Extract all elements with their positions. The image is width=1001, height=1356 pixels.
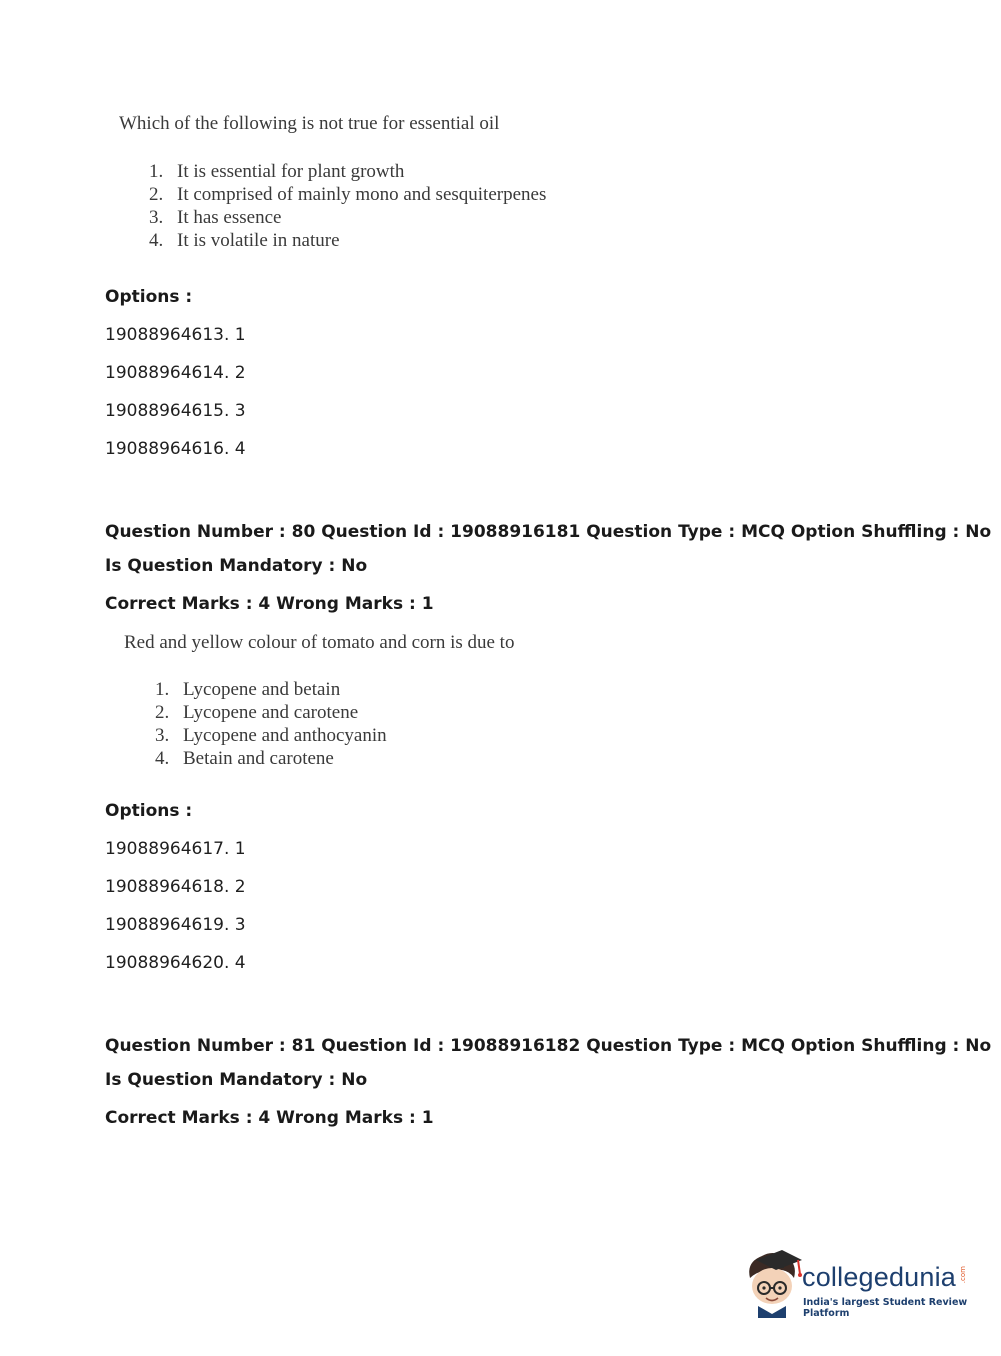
choice-item: 3. It has essence	[149, 207, 282, 228]
question-header: Question Number : 80 Question Id : 19088916181 Question Type : MCQ Option Shuffling : No	[105, 522, 992, 542]
collegedunia-logo[interactable]	[742, 1248, 972, 1320]
option-item: 19088964619. 3	[105, 915, 246, 935]
option-item: 19088964615. 3	[105, 401, 246, 421]
choice-item: 1. It is essential for plant growth	[149, 161, 405, 182]
choice-item: 1. Lycopene and betain	[155, 679, 341, 700]
choice-item: 4. Betain and carotene	[155, 748, 334, 769]
logo-tagline: India's largest Student Review Platform	[803, 1297, 968, 1319]
choice-item: 2. It comprised of mainly mono and sesquiterpenes	[149, 184, 547, 205]
option-item: 19088964614. 2	[105, 363, 246, 383]
mascot-icon	[742, 1248, 804, 1320]
question-stem: Red and yellow colour of tomato and corn is due to	[124, 632, 515, 653]
question-header: Question Number : 81 Question Id : 19088916182 Question Type : MCQ Option Shuffling : No	[105, 1036, 992, 1056]
choice-item: 4. It is volatile in nature	[149, 230, 340, 251]
logo-wordmark: collegedunia	[802, 1262, 957, 1292]
choice-item: 2. Lycopene and carotene	[155, 702, 359, 723]
answer-choices	[155, 678, 387, 770]
question-marks: Correct Marks : 4 Wrong Marks : 1	[105, 1108, 434, 1128]
option-item: 19088964616. 4	[105, 439, 246, 459]
options-label: Options :	[105, 287, 193, 307]
choice-item: 3. Lycopene and anthocyanin	[155, 725, 387, 746]
option-item: 19088964618. 2	[105, 877, 246, 897]
option-item: 19088964613. 1	[105, 325, 246, 345]
question-mandatory: Is Question Mandatory : No	[105, 556, 368, 576]
question-marks: Correct Marks : 4 Wrong Marks : 1	[105, 594, 434, 614]
question-mandatory: Is Question Mandatory : No	[105, 1070, 368, 1090]
question-stem: Which of the following is not true for essential oil	[119, 113, 500, 134]
logo-domain: .com	[959, 1266, 967, 1284]
answer-choices	[149, 160, 546, 252]
option-item: 19088964620. 4	[105, 953, 246, 973]
options-label: Options :	[105, 801, 193, 821]
option-item: 19088964617. 1	[105, 839, 246, 859]
